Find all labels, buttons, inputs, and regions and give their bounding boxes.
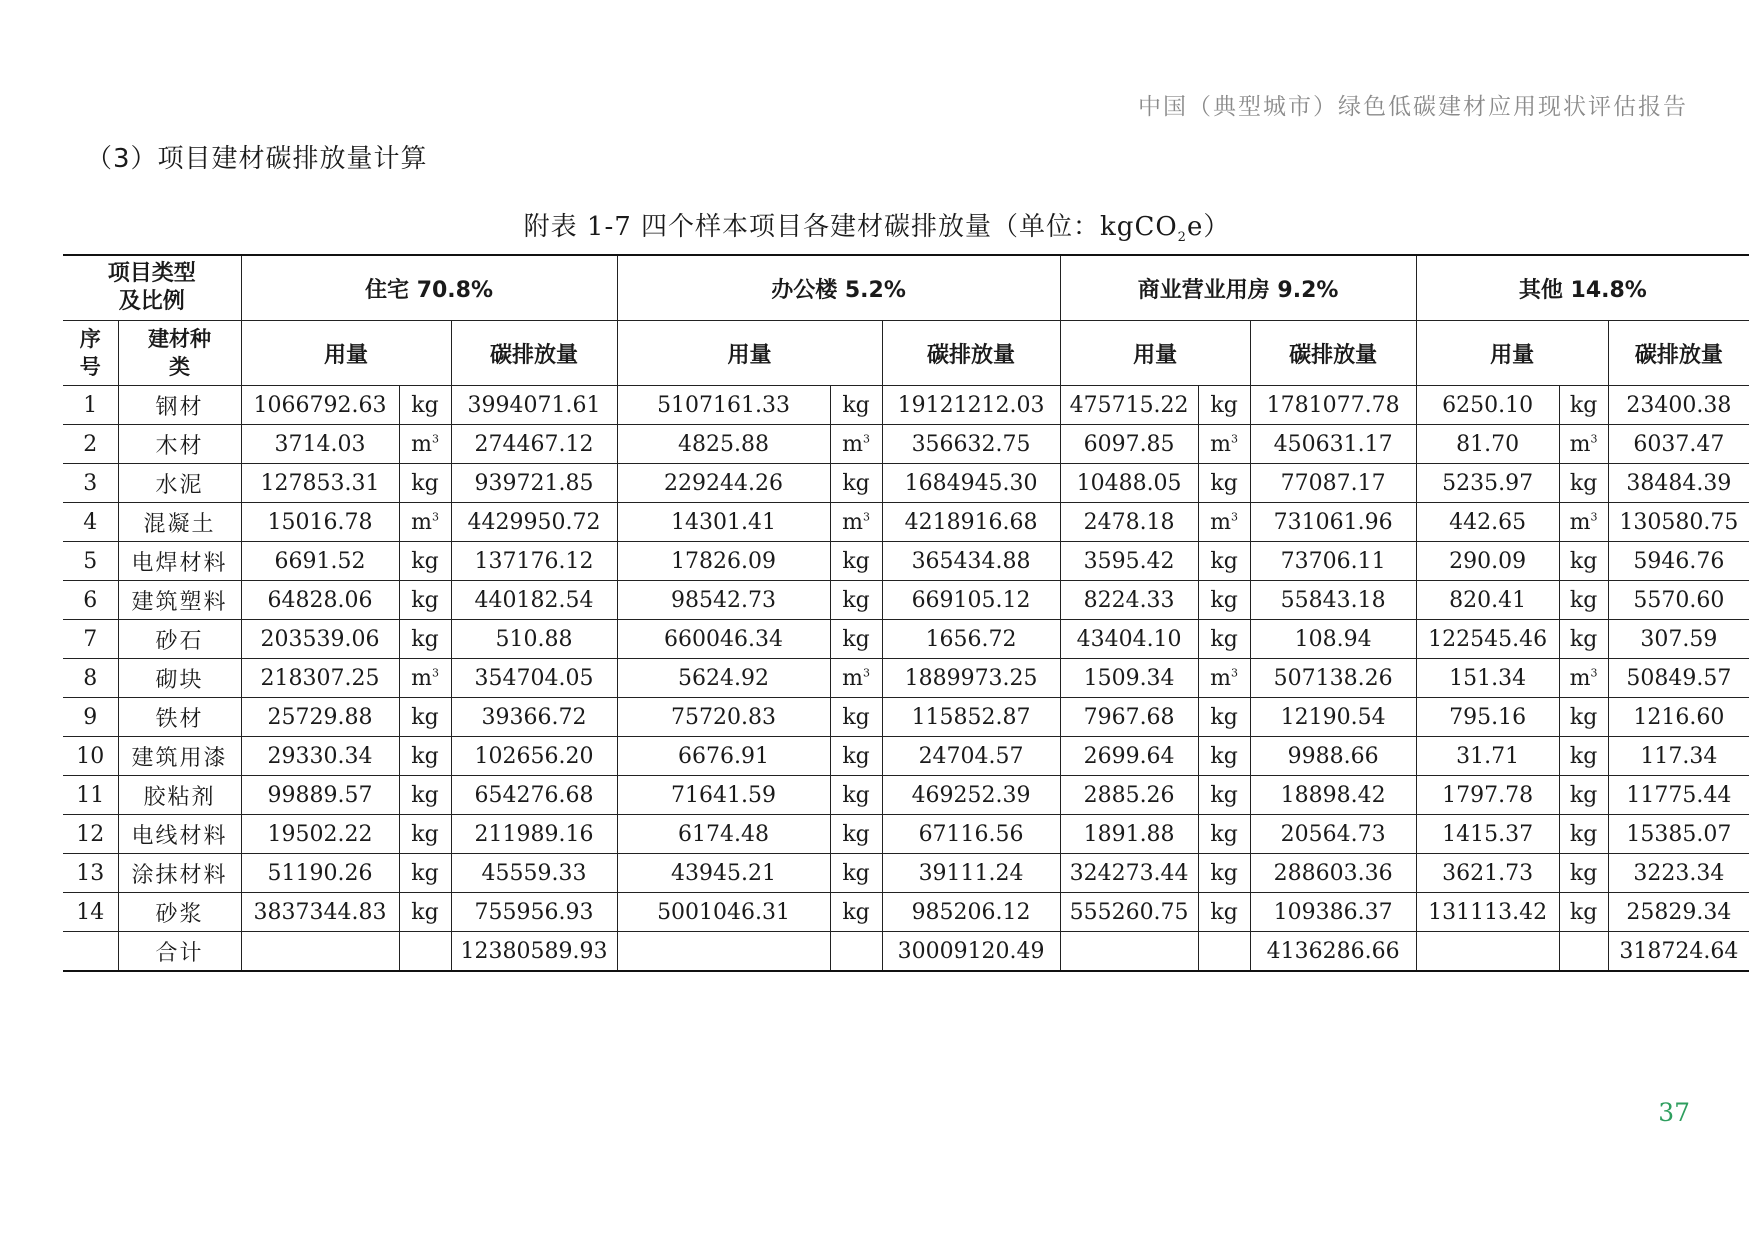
- usage-value: 51190.26: [241, 854, 399, 893]
- page-number: 37: [1658, 1098, 1690, 1127]
- emission-value: 288603.36: [1250, 854, 1416, 893]
- usage-header: 用量: [241, 321, 451, 386]
- usage-value: 81.70: [1416, 425, 1559, 464]
- emission-value: 45559.33: [451, 854, 617, 893]
- unit-cell: kg: [1198, 854, 1250, 893]
- emission-value: 356632.75: [882, 425, 1060, 464]
- usage-value: 3621.73: [1416, 854, 1559, 893]
- table-row: [63, 464, 1749, 503]
- unit-cell: kg: [1198, 581, 1250, 620]
- material-name: 电线材料: [118, 815, 241, 854]
- unit-cell: kg: [399, 854, 451, 893]
- usage-value: 1797.78: [1416, 776, 1559, 815]
- emission-value: 354704.05: [451, 659, 617, 698]
- table-row: [63, 581, 1749, 620]
- usage-value: 64828.06: [241, 581, 399, 620]
- table-row: [63, 815, 1749, 854]
- unit-cell: kg: [399, 893, 451, 932]
- unit-cell: kg: [1559, 737, 1608, 776]
- usage-value: 2478.18: [1060, 503, 1198, 542]
- caption-suffix: e）: [1186, 212, 1231, 242]
- subheader-row: [63, 321, 1749, 386]
- row-index: 14: [63, 893, 118, 932]
- usage-value: 6250.10: [1416, 386, 1559, 425]
- material-name: 木材: [118, 425, 241, 464]
- unit-cell: kg: [830, 698, 882, 737]
- unit-cell: kg: [1559, 581, 1608, 620]
- usage-value: 17826.09: [617, 542, 830, 581]
- unit-cell: kg: [1198, 386, 1250, 425]
- unit-cell: kg: [399, 542, 451, 581]
- emission-value: 18898.42: [1250, 776, 1416, 815]
- usage-value: 555260.75: [1060, 893, 1198, 932]
- emission-value: 67116.56: [882, 815, 1060, 854]
- usage-value: 5001046.31: [617, 893, 830, 932]
- total-label: 合计: [118, 932, 241, 972]
- table-row: [63, 737, 1749, 776]
- usage-value: 442.65: [1416, 503, 1559, 542]
- table-row: [63, 776, 1749, 815]
- unit-cell: kg: [830, 581, 882, 620]
- emission-value: 669105.12: [882, 581, 1060, 620]
- total-emission-value: 12380589.93: [451, 932, 617, 972]
- emission-value: 469252.39: [882, 776, 1060, 815]
- table-row: [63, 698, 1749, 737]
- usage-value: 29330.34: [241, 737, 399, 776]
- index-header-line1: 序: [79, 327, 101, 351]
- emission-value: 211989.16: [451, 815, 617, 854]
- material-name: 水泥: [118, 464, 241, 503]
- unit-cell: kg: [830, 776, 882, 815]
- table-row: [63, 503, 1749, 542]
- unit-cell: kg: [1559, 893, 1608, 932]
- emission-value: 12190.54: [1250, 698, 1416, 737]
- row-index: 6: [63, 581, 118, 620]
- unit-cell: kg: [1198, 620, 1250, 659]
- emission-value: 274467.12: [451, 425, 617, 464]
- unit-cell: kg: [1559, 698, 1608, 737]
- unit-base: m: [1210, 509, 1232, 535]
- unit-cell: kg: [399, 464, 451, 503]
- emission-value: 755956.93: [451, 893, 617, 932]
- usage-value: 8224.33: [1060, 581, 1198, 620]
- unit-cell: kg: [399, 815, 451, 854]
- usage-value: 2699.64: [1060, 737, 1198, 776]
- total-emission-value: 30009120.49: [882, 932, 1060, 972]
- total-emission-value: 318724.64: [1608, 932, 1749, 972]
- usage-value: 10488.05: [1060, 464, 1198, 503]
- unit-cell: [1198, 659, 1250, 698]
- unit-base: m: [842, 665, 863, 691]
- emission-value: 4218916.68: [882, 503, 1060, 542]
- row-index: 9: [63, 698, 118, 737]
- emission-value: 137176.12: [451, 542, 617, 581]
- table-row: [63, 386, 1749, 425]
- usage-value: 475715.22: [1060, 386, 1198, 425]
- table-row: [63, 893, 1749, 932]
- row-index: 13: [63, 854, 118, 893]
- emissions-table: [63, 254, 1749, 972]
- material-name: 砂石: [118, 620, 241, 659]
- caption-prefix: 附表 1-7 四个样本项目各建材碳排放量（单位：kgCO: [523, 212, 1178, 242]
- unit-exponent: 3: [1231, 510, 1239, 524]
- unit-cell: [399, 503, 451, 542]
- emission-value: 1216.60: [1608, 698, 1749, 737]
- unit-base: m: [1569, 431, 1591, 457]
- group-header-office: 办公楼 5.2%: [617, 255, 1060, 321]
- emission-value: 3223.34: [1608, 854, 1749, 893]
- emission-value: 117.34: [1608, 737, 1749, 776]
- unit-exponent: 3: [1590, 666, 1598, 680]
- usage-value: 7967.68: [1060, 698, 1198, 737]
- emission-value: 939721.85: [451, 464, 617, 503]
- unit-exponent: 3: [431, 666, 439, 680]
- unit-exponent: 3: [1590, 432, 1598, 446]
- unit-cell: kg: [1559, 620, 1608, 659]
- total-unit-blank: [1559, 932, 1608, 972]
- row-index: 3: [63, 464, 118, 503]
- emission-value: 11775.44: [1608, 776, 1749, 815]
- usage-value: 218307.25: [241, 659, 399, 698]
- unit-cell: kg: [1198, 698, 1250, 737]
- unit-cell: kg: [399, 698, 451, 737]
- unit-cell: [1559, 425, 1608, 464]
- usage-value: 3595.42: [1060, 542, 1198, 581]
- unit-base: m: [1210, 431, 1232, 457]
- emission-value: 307.59: [1608, 620, 1749, 659]
- usage-value: 3714.03: [241, 425, 399, 464]
- group-header-other: 其他 14.8%: [1416, 255, 1749, 321]
- unit-exponent: 3: [862, 510, 870, 524]
- unit-cell: kg: [399, 776, 451, 815]
- unit-base: m: [842, 509, 863, 535]
- usage-header: 用量: [617, 321, 882, 386]
- unit-exponent: 3: [431, 510, 439, 524]
- material-header-line1: 建材种: [148, 327, 211, 351]
- unit-cell: kg: [1559, 776, 1608, 815]
- unit-cell: kg: [830, 386, 882, 425]
- row-index: 7: [63, 620, 118, 659]
- material-name: 涂抹材料: [118, 854, 241, 893]
- emission-value: 1889973.25: [882, 659, 1060, 698]
- unit-cell: kg: [1198, 893, 1250, 932]
- unit-cell: kg: [830, 737, 882, 776]
- emission-value: 4429950.72: [451, 503, 617, 542]
- emission-value: 50849.57: [1608, 659, 1749, 698]
- row-index: 1: [63, 386, 118, 425]
- row-index: 8: [63, 659, 118, 698]
- total-usage-blank: [241, 932, 399, 972]
- usage-value: 1891.88: [1060, 815, 1198, 854]
- unit-cell: kg: [1559, 464, 1608, 503]
- table-row: [63, 620, 1749, 659]
- unit-cell: kg: [1198, 815, 1250, 854]
- usage-value: 3837344.83: [241, 893, 399, 932]
- emission-value: 1781077.78: [1250, 386, 1416, 425]
- emission-value: 9988.66: [1250, 737, 1416, 776]
- unit-cell: kg: [1559, 386, 1608, 425]
- unit-exponent: 3: [1231, 666, 1239, 680]
- emission-value: 24704.57: [882, 737, 1060, 776]
- unit-exponent: 3: [1590, 510, 1598, 524]
- row-index: 2: [63, 425, 118, 464]
- index-header-line2: 号: [79, 355, 101, 379]
- unit-cell: kg: [830, 854, 882, 893]
- usage-value: 6691.52: [241, 542, 399, 581]
- unit-base: m: [1569, 665, 1591, 691]
- material-name: 铁材: [118, 698, 241, 737]
- emission-value: 731061.96: [1250, 503, 1416, 542]
- table-body: [63, 386, 1749, 972]
- total-index-blank: [63, 932, 118, 972]
- total-usage-blank: [617, 932, 830, 972]
- unit-cell: kg: [1198, 542, 1250, 581]
- row-index: 12: [63, 815, 118, 854]
- unit-base: m: [1569, 509, 1591, 535]
- usage-value: 31.71: [1416, 737, 1559, 776]
- unit-cell: kg: [830, 464, 882, 503]
- unit-cell: kg: [1198, 776, 1250, 815]
- emission-value: 440182.54: [451, 581, 617, 620]
- emission-value: 55843.18: [1250, 581, 1416, 620]
- unit-cell: [830, 503, 882, 542]
- usage-value: 4825.88: [617, 425, 830, 464]
- unit-cell: kg: [830, 815, 882, 854]
- usage-value: 151.34: [1416, 659, 1559, 698]
- usage-value: 290.09: [1416, 542, 1559, 581]
- emission-value: 23400.38: [1608, 386, 1749, 425]
- usage-value: 820.41: [1416, 581, 1559, 620]
- usage-value: 660046.34: [617, 620, 830, 659]
- running-header: 中国（典型城市）绿色低碳建材应用现状评估报告: [1138, 94, 1688, 120]
- table-caption: [0, 206, 1754, 245]
- usage-value: 2885.26: [1060, 776, 1198, 815]
- usage-header: 用量: [1060, 321, 1250, 386]
- usage-value: 795.16: [1416, 698, 1559, 737]
- emission-header: 碳排放量: [1250, 321, 1416, 386]
- section-heading: （3）项目建材碳排放量计算: [86, 144, 428, 174]
- total-unit-blank: [1198, 932, 1250, 972]
- material-name: 钢材: [118, 386, 241, 425]
- emission-value: 19121212.03: [882, 386, 1060, 425]
- unit-cell: [399, 659, 451, 698]
- usage-value: 5235.97: [1416, 464, 1559, 503]
- material-name: 建筑塑料: [118, 581, 241, 620]
- unit-cell: [399, 425, 451, 464]
- material-name: 混凝土: [118, 503, 241, 542]
- usage-value: 25729.88: [241, 698, 399, 737]
- emission-value: 102656.20: [451, 737, 617, 776]
- material-header: [118, 321, 241, 386]
- total-unit-blank: [399, 932, 451, 972]
- unit-cell: kg: [830, 542, 882, 581]
- emission-value: 77087.17: [1250, 464, 1416, 503]
- corner-label-line2: 及比例: [118, 289, 185, 314]
- usage-value: 43945.21: [617, 854, 830, 893]
- usage-value: 131113.42: [1416, 893, 1559, 932]
- usage-value: 1066792.63: [241, 386, 399, 425]
- group-header-residential: 住宅 70.8%: [241, 255, 617, 321]
- unit-cell: kg: [1198, 737, 1250, 776]
- emission-value: 15385.07: [1608, 815, 1749, 854]
- table-row: [63, 425, 1749, 464]
- material-name: 砂浆: [118, 893, 241, 932]
- usage-value: 324273.44: [1060, 854, 1198, 893]
- emission-value: 450631.17: [1250, 425, 1416, 464]
- usage-value: 6097.85: [1060, 425, 1198, 464]
- unit-exponent: 3: [862, 432, 870, 446]
- emission-value: 38484.39: [1608, 464, 1749, 503]
- emission-value: 654276.68: [451, 776, 617, 815]
- usage-value: 5624.92: [617, 659, 830, 698]
- unit-cell: kg: [1559, 815, 1608, 854]
- unit-cell: kg: [399, 386, 451, 425]
- unit-base: m: [411, 431, 432, 457]
- corner-label-line1: 项目类型: [107, 261, 196, 286]
- emission-value: 39366.72: [451, 698, 617, 737]
- row-index: 11: [63, 776, 118, 815]
- emission-value: 1684945.30: [882, 464, 1060, 503]
- usage-value: 127853.31: [241, 464, 399, 503]
- emission-value: 985206.12: [882, 893, 1060, 932]
- unit-cell: [830, 425, 882, 464]
- emission-value: 25829.34: [1608, 893, 1749, 932]
- unit-cell: kg: [830, 893, 882, 932]
- unit-cell: kg: [399, 620, 451, 659]
- emission-value: 510.88: [451, 620, 617, 659]
- table-row: [63, 659, 1749, 698]
- emission-value: 39111.24: [882, 854, 1060, 893]
- total-usage-blank: [1060, 932, 1198, 972]
- usage-value: 98542.73: [617, 581, 830, 620]
- unit-exponent: 3: [431, 432, 439, 446]
- emission-value: 365434.88: [882, 542, 1060, 581]
- emission-value: 1656.72: [882, 620, 1060, 659]
- material-name: 砌块: [118, 659, 241, 698]
- material-name: 电焊材料: [118, 542, 241, 581]
- usage-value: 5107161.33: [617, 386, 830, 425]
- usage-value: 6174.48: [617, 815, 830, 854]
- emission-value: 6037.47: [1608, 425, 1749, 464]
- unit-exponent: 3: [1231, 432, 1239, 446]
- usage-value: 122545.46: [1416, 620, 1559, 659]
- usage-value: 71641.59: [617, 776, 830, 815]
- emission-header: 碳排放量: [882, 321, 1060, 386]
- usage-value: 229244.26: [617, 464, 830, 503]
- row-index: 5: [63, 542, 118, 581]
- table-row: [63, 542, 1749, 581]
- emission-value: 5946.76: [1608, 542, 1749, 581]
- total-emission-value: 4136286.66: [1250, 932, 1416, 972]
- emission-header: 碳排放量: [1608, 321, 1749, 386]
- usage-value: 75720.83: [617, 698, 830, 737]
- unit-base: m: [1210, 665, 1232, 691]
- unit-cell: [1198, 503, 1250, 542]
- usage-value: 19502.22: [241, 815, 399, 854]
- material-name: 胶粘剂: [118, 776, 241, 815]
- emission-value: 115852.87: [882, 698, 1060, 737]
- unit-base: m: [842, 431, 863, 457]
- unit-cell: kg: [1559, 542, 1608, 581]
- emission-value: 3994071.61: [451, 386, 617, 425]
- emission-value: 73706.11: [1250, 542, 1416, 581]
- usage-value: 15016.78: [241, 503, 399, 542]
- total-usage-blank: [1416, 932, 1559, 972]
- usage-value: 14301.41: [617, 503, 830, 542]
- emission-value: 109386.37: [1250, 893, 1416, 932]
- unit-cell: kg: [1198, 464, 1250, 503]
- total-unit-blank: [830, 932, 882, 972]
- row-index: 4: [63, 503, 118, 542]
- emission-value: 20564.73: [1250, 815, 1416, 854]
- unit-cell: kg: [1559, 854, 1608, 893]
- unit-cell: kg: [830, 620, 882, 659]
- unit-cell: [1198, 425, 1250, 464]
- material-name: 建筑用漆: [118, 737, 241, 776]
- usage-header: 用量: [1416, 321, 1608, 386]
- usage-value: 1415.37: [1416, 815, 1559, 854]
- usage-value: 1509.34: [1060, 659, 1198, 698]
- emission-value: 130580.75: [1608, 503, 1749, 542]
- unit-cell: [1559, 659, 1608, 698]
- total-row: [63, 932, 1749, 972]
- caption-subscript: 2: [1177, 230, 1187, 246]
- group-header-commercial: 商业营业用房 9.2%: [1060, 255, 1416, 321]
- emission-value: 5570.60: [1608, 581, 1749, 620]
- emission-value: 108.94: [1250, 620, 1416, 659]
- usage-value: 43404.10: [1060, 620, 1198, 659]
- usage-value: 203539.06: [241, 620, 399, 659]
- emission-value: 507138.26: [1250, 659, 1416, 698]
- unit-cell: kg: [399, 737, 451, 776]
- material-header-line2: 类: [169, 355, 190, 379]
- corner-header: [63, 255, 241, 321]
- unit-cell: [830, 659, 882, 698]
- unit-exponent: 3: [862, 666, 870, 680]
- emission-header: 碳排放量: [451, 321, 617, 386]
- usage-value: 6676.91: [617, 737, 830, 776]
- usage-value: 99889.57: [241, 776, 399, 815]
- index-header: [63, 321, 118, 386]
- row-index: 10: [63, 737, 118, 776]
- unit-base: m: [411, 665, 432, 691]
- unit-cell: kg: [399, 581, 451, 620]
- table-row: [63, 854, 1749, 893]
- unit-base: m: [411, 509, 432, 535]
- unit-cell: [1559, 503, 1608, 542]
